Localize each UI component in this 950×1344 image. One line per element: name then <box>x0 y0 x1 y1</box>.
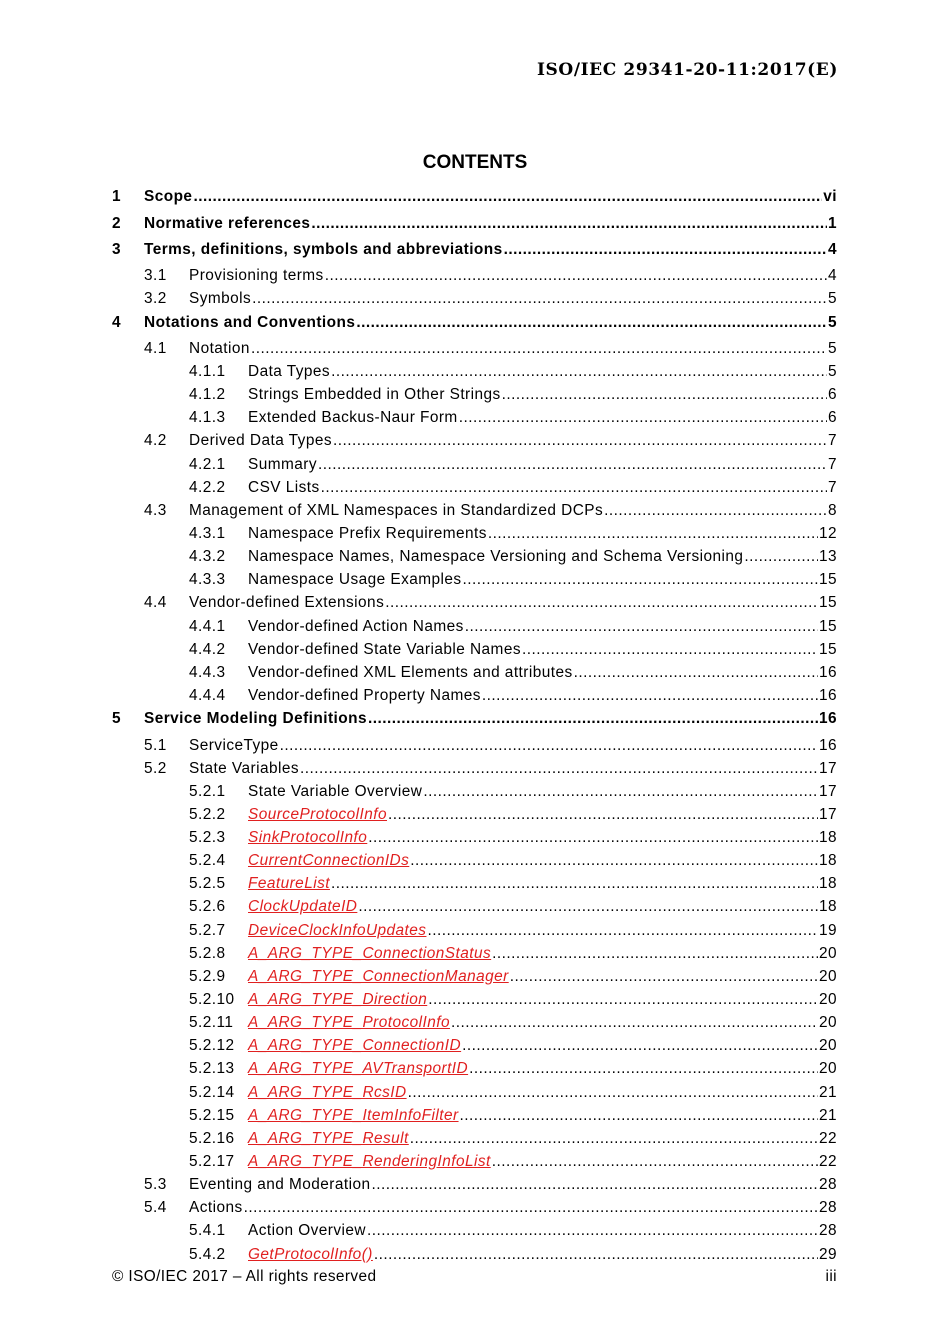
toc-entry-number: 4.3.2 <box>189 548 226 565</box>
dot-leader <box>463 571 818 589</box>
toc-entry[interactable] <box>112 806 837 828</box>
toc-entry <box>112 314 837 336</box>
toc-entry-page: 28 <box>818 1176 837 1193</box>
toc-entry-title: Eventing and Moderation <box>189 1176 371 1193</box>
toc-entry-page: 4 <box>827 241 837 258</box>
toc-entry <box>112 641 837 663</box>
toc-entry-number: 5.1 <box>144 737 167 754</box>
toc-entry[interactable] <box>112 922 837 944</box>
dot-leader <box>331 875 818 893</box>
dot-leader <box>428 991 818 1009</box>
toc-entry-title: Management of XML Namespaces in Standardized DCPs <box>189 502 604 519</box>
toc-entry-page: 7 <box>827 479 837 496</box>
toc-entry[interactable] <box>112 898 837 920</box>
dot-leader <box>367 1222 818 1240</box>
toc-entry-title: Vendor-defined XML Elements and attributes <box>248 664 573 681</box>
toc-entry <box>112 502 837 524</box>
toc-entry-page: 15 <box>818 618 837 635</box>
toc-entry-page: 1 <box>827 215 837 232</box>
toc-entry[interactable] <box>112 829 837 851</box>
toc-entry-page: 16 <box>818 710 837 727</box>
toc-entry-number: 4.4.3 <box>189 664 226 681</box>
toc-entry-link[interactable]: CurrentConnectionIDs <box>248 852 410 869</box>
toc-entry-link[interactable]: A_ARG_TYPE_Direction <box>248 991 428 1008</box>
toc-entry-link[interactable]: A_ARG_TYPE_RenderingInfoList <box>248 1153 491 1170</box>
toc-entry-number: 5.2.6 <box>189 898 226 915</box>
toc-entry <box>112 267 837 289</box>
toc-entry-number: 5.2.5 <box>189 875 226 892</box>
toc-entry[interactable] <box>112 852 837 874</box>
toc-entry-link[interactable]: A_ARG_TYPE_ItemInfoFilter <box>248 1107 459 1124</box>
toc-entry-number: 4.3.3 <box>189 571 226 588</box>
toc-entry[interactable] <box>112 968 837 990</box>
toc-entry-number: 5.4.2 <box>189 1246 226 1263</box>
dot-leader <box>368 710 818 728</box>
dot-leader <box>321 479 827 497</box>
document-id-header: ISO/IEC 29341-20-11:2017(E) <box>536 60 838 80</box>
toc-entry-number: 4.4.4 <box>189 687 226 704</box>
toc-entry-link[interactable]: A_ARG_TYPE_Result <box>248 1130 409 1147</box>
toc-entry-number: 4.4.1 <box>189 618 226 635</box>
toc-entry-title: Vendor-defined Action Names <box>248 618 464 635</box>
toc-entry-title: CSV Lists <box>248 479 320 496</box>
toc-entry-number: 4.2.2 <box>189 479 226 496</box>
toc-entry-page: 7 <box>827 432 837 449</box>
toc-entry-number: 5.2.15 <box>189 1107 235 1124</box>
dot-leader <box>318 456 827 474</box>
toc-entry <box>112 386 837 408</box>
toc-entry-page: 5 <box>827 363 837 380</box>
dot-leader <box>492 945 818 963</box>
toc-entry-number: 3.2 <box>144 290 167 307</box>
toc-entry-page: 7 <box>827 456 837 473</box>
toc-entry-number: 1 <box>112 188 122 205</box>
dot-leader <box>744 548 818 566</box>
toc-entry-page: 20 <box>818 945 837 962</box>
dot-leader <box>408 1084 818 1102</box>
toc-entry-page: 18 <box>818 852 837 869</box>
page-number: iii <box>825 1268 837 1285</box>
toc-entry-title: Vendor-defined Extensions <box>189 594 385 611</box>
dot-leader <box>325 267 827 285</box>
toc-entry <box>112 783 837 805</box>
toc-entry-page: 28 <box>818 1199 837 1216</box>
toc-entry <box>112 241 837 263</box>
toc-entry-number: 4.2.1 <box>189 456 226 473</box>
toc-entry-page: 17 <box>818 806 837 823</box>
toc-entry-title: Scope <box>144 188 193 205</box>
toc-entry-number: 4 <box>112 314 122 331</box>
copyright-notice: © ISO/IEC 2017 – All rights reserved <box>112 1268 377 1285</box>
toc-entry-link[interactable]: SourceProtocolInfo <box>248 806 387 823</box>
toc-entry-link[interactable]: A_ARG_TYPE_ConnectionManager <box>248 968 509 985</box>
dot-leader <box>358 898 818 916</box>
toc-entry-title: Strings Embedded in Other Strings <box>248 386 501 403</box>
toc-entry-title: Notation <box>189 340 250 357</box>
toc-entry-page: 21 <box>818 1084 837 1101</box>
toc-entry-number: 5.2.12 <box>189 1037 235 1054</box>
toc-entry-page: 17 <box>818 783 837 800</box>
toc-entry-page: 15 <box>818 594 837 611</box>
toc-entry-number: 3 <box>112 241 122 258</box>
toc-entry <box>112 548 837 570</box>
toc-entry-number: 4.3.1 <box>189 525 226 542</box>
toc-entry[interactable] <box>112 991 837 1013</box>
dot-leader <box>244 1199 818 1217</box>
toc-entry-number: 5.4 <box>144 1199 167 1216</box>
toc-entry[interactable] <box>112 1014 837 1036</box>
toc-entry <box>112 525 837 547</box>
toc-entry-title: Extended Backus-Naur Form <box>248 409 458 426</box>
toc-entry-number: 5.2.17 <box>189 1153 235 1170</box>
toc-entry-number: 5.2.10 <box>189 991 235 1008</box>
toc-entry-number: 2 <box>112 215 122 232</box>
toc-entry-number: 4.1.3 <box>189 409 226 426</box>
toc-entry-number: 5.2.4 <box>189 852 226 869</box>
toc-entry-page: 20 <box>818 1060 837 1077</box>
toc-entry-title: Terms, definitions, symbols and abbreviations <box>144 241 503 258</box>
toc-entry-page: 22 <box>818 1153 837 1170</box>
toc-entry-number: 5.2.11 <box>189 1014 234 1031</box>
toc-entry-page: 28 <box>818 1222 837 1239</box>
toc-entry[interactable] <box>112 1107 837 1129</box>
toc-entry-number: 5.2.1 <box>189 783 226 800</box>
toc-entry-number: 3.1 <box>144 267 167 284</box>
toc-entry-title: Normative references <box>144 215 311 232</box>
dot-leader <box>460 1107 818 1125</box>
dot-leader <box>492 1153 818 1171</box>
toc-entry-title: Notations and Conventions <box>144 314 356 331</box>
toc-entry-page: 18 <box>818 898 837 915</box>
dot-leader <box>510 968 818 986</box>
toc-entry <box>112 1222 837 1244</box>
toc-entry-page: 15 <box>818 641 837 658</box>
toc-entry[interactable] <box>112 1153 837 1175</box>
toc-entry <box>112 215 837 237</box>
toc-entry-number: 4.1 <box>144 340 167 357</box>
toc-entry-page: 13 <box>818 548 837 565</box>
dot-leader <box>488 525 818 543</box>
toc-entry-link[interactable]: A_ARG_TYPE_AVTransportID <box>248 1060 469 1077</box>
toc-entry <box>112 664 837 686</box>
toc-entry <box>112 188 837 210</box>
toc-entry[interactable] <box>112 1037 837 1059</box>
toc-entry <box>112 594 837 616</box>
toc-entry-page: 29 <box>818 1246 837 1263</box>
toc-entry-title: Namespace Usage Examples <box>248 571 462 588</box>
toc-entry-title: State Variables <box>189 760 299 777</box>
dot-leader <box>604 502 827 520</box>
dot-leader <box>462 1037 818 1055</box>
toc-entry-title: Namespace Names, Namespace Versioning and Schema Versioning <box>248 548 744 565</box>
toc-entry <box>112 687 837 709</box>
toc-entry-link[interactable]: ClockUpdateID <box>248 898 358 915</box>
toc-entry-number: 5.2.14 <box>189 1084 235 1101</box>
dot-leader <box>459 409 827 427</box>
toc-entry-title: Actions <box>189 1199 243 1216</box>
toc-entry <box>112 1176 837 1198</box>
toc-entry-page: 5 <box>827 340 837 357</box>
toc-entry-page: 6 <box>827 409 837 426</box>
dot-leader <box>451 1014 818 1032</box>
toc-entry-number: 5.2.8 <box>189 945 226 962</box>
toc-entry-title: ServiceType <box>189 737 279 754</box>
dot-leader <box>388 806 818 824</box>
toc-entry-page: 17 <box>818 760 837 777</box>
toc-entry <box>112 340 837 362</box>
toc-entry-page: 16 <box>818 687 837 704</box>
toc-entry-title: State Variable Overview <box>248 783 423 800</box>
dot-leader <box>469 1060 818 1078</box>
toc-entry <box>112 363 837 385</box>
toc-entry-title: Namespace Prefix Requirements <box>248 525 487 542</box>
toc-entry-number: 4.4.2 <box>189 641 226 658</box>
dot-leader <box>423 783 818 801</box>
toc-entry-link[interactable]: A_ARG_TYPE_ProtocolInfo <box>248 1014 450 1031</box>
toc-entry <box>112 710 837 732</box>
toc-entry-page: 4 <box>827 267 837 284</box>
toc-entry-number: 5.2.9 <box>189 968 226 985</box>
dot-leader <box>410 852 818 870</box>
dot-leader <box>385 594 818 612</box>
toc-entry-page: 12 <box>818 525 837 542</box>
toc-entry <box>112 456 837 478</box>
toc-entry <box>112 432 837 454</box>
toc-entry-number: 5.2.13 <box>189 1060 235 1077</box>
toc-entry-title: Data Types <box>248 363 331 380</box>
toc-entry-number: 5.4.1 <box>189 1222 226 1239</box>
toc-entry-page: 18 <box>818 829 837 846</box>
dot-leader <box>410 1130 818 1148</box>
toc-entry-link[interactable]: A_ARG_TYPE_ConnectionID <box>248 1037 462 1054</box>
toc-entry-title: Provisioning terms <box>189 267 324 284</box>
toc-entry-page: 5 <box>827 290 837 307</box>
toc-entry <box>112 737 837 759</box>
dot-leader <box>300 760 818 778</box>
dot-leader <box>331 363 827 381</box>
toc-entry-link[interactable]: SinkProtocolInfo <box>248 829 368 846</box>
toc-entry-number: 5.2.7 <box>189 922 226 939</box>
toc-entry-number: 4.1.2 <box>189 386 226 403</box>
toc-entry-link[interactable]: FeatureList <box>248 875 330 892</box>
toc-entry[interactable] <box>112 1130 837 1152</box>
toc-entry[interactable] <box>112 1246 837 1268</box>
dot-leader <box>465 618 818 636</box>
toc-entry-title: Action Overview <box>248 1222 366 1239</box>
toc-entry <box>112 571 837 593</box>
toc-entry-number: 4.3 <box>144 502 167 519</box>
dot-leader <box>368 829 818 847</box>
toc-entry-page: 18 <box>818 875 837 892</box>
toc-entry-page: 20 <box>818 1014 837 1031</box>
toc-entry-number: 5.2.16 <box>189 1130 235 1147</box>
toc-entry[interactable] <box>112 1084 837 1106</box>
dot-leader <box>574 664 818 682</box>
page-title: CONTENTS <box>422 152 528 173</box>
dot-leader <box>252 290 827 308</box>
toc-entry-page: 15 <box>818 571 837 588</box>
toc-entry-number: 4.1.1 <box>189 363 226 380</box>
toc-entry-page: 20 <box>818 968 837 985</box>
toc-entry-page: 20 <box>818 991 837 1008</box>
toc-entry <box>112 290 837 312</box>
toc-entry-title: Derived Data Types <box>189 432 332 449</box>
toc-entry-title: Vendor-defined Property Names <box>248 687 481 704</box>
toc-entry[interactable] <box>112 875 837 897</box>
page-footer <box>112 1268 837 1286</box>
toc-entry-link[interactable]: DeviceClockInfoUpdates <box>248 922 427 939</box>
dot-leader <box>280 737 818 755</box>
toc-entry-page: 5 <box>827 314 837 331</box>
toc-entry-link[interactable]: A_ARG_TYPE_RcsID <box>248 1084 407 1101</box>
dot-leader <box>193 188 822 206</box>
dot-leader <box>522 641 818 659</box>
toc-entry-link[interactable]: A_ARG_TYPE_ConnectionStatus <box>248 945 492 962</box>
toc-entry <box>112 1199 837 1221</box>
dot-leader <box>371 1176 817 1194</box>
toc-entry-page: 16 <box>818 737 837 754</box>
toc-entry-number: 5 <box>112 710 122 727</box>
toc-entry[interactable] <box>112 1060 837 1082</box>
toc-entry-number: 5.2 <box>144 760 167 777</box>
toc-entry <box>112 479 837 501</box>
toc-entry <box>112 760 837 782</box>
dot-leader <box>427 922 818 940</box>
dot-leader <box>482 687 818 705</box>
toc-entry-page: 22 <box>818 1130 837 1147</box>
toc-entry[interactable] <box>112 945 837 967</box>
toc-entry-link[interactable]: GetProtocolInfo() <box>248 1246 373 1263</box>
toc-entry-title: Summary <box>248 456 317 473</box>
toc-entry-title: Vendor-defined State Variable Names <box>248 641 521 658</box>
toc-entry <box>112 618 837 640</box>
dot-leader <box>504 241 827 259</box>
toc-entry-page: 8 <box>827 502 837 519</box>
toc-entry-number: 5.3 <box>144 1176 167 1193</box>
toc-entry-page: 16 <box>818 664 837 681</box>
dot-leader <box>333 432 827 450</box>
toc-entry-page: vi <box>823 188 837 205</box>
dot-leader <box>251 340 827 358</box>
toc-entry-page: 19 <box>818 922 837 939</box>
toc-entry-page: 21 <box>818 1107 837 1124</box>
toc-entry-page: 6 <box>827 386 837 403</box>
dot-leader <box>356 314 827 332</box>
toc-entry <box>112 409 837 431</box>
dot-leader <box>374 1246 818 1264</box>
toc-entry-number: 5.2.3 <box>189 829 226 846</box>
toc-entry-number: 4.4 <box>144 594 167 611</box>
dot-leader <box>502 386 827 404</box>
toc-entry-number: 5.2.2 <box>189 806 226 823</box>
toc-entry-title: Symbols <box>189 290 252 307</box>
toc-entry-page: 20 <box>818 1037 837 1054</box>
toc-entry-number: 4.2 <box>144 432 167 449</box>
dot-leader <box>311 215 827 233</box>
toc-entry-title: Service Modeling Definitions <box>144 710 367 727</box>
